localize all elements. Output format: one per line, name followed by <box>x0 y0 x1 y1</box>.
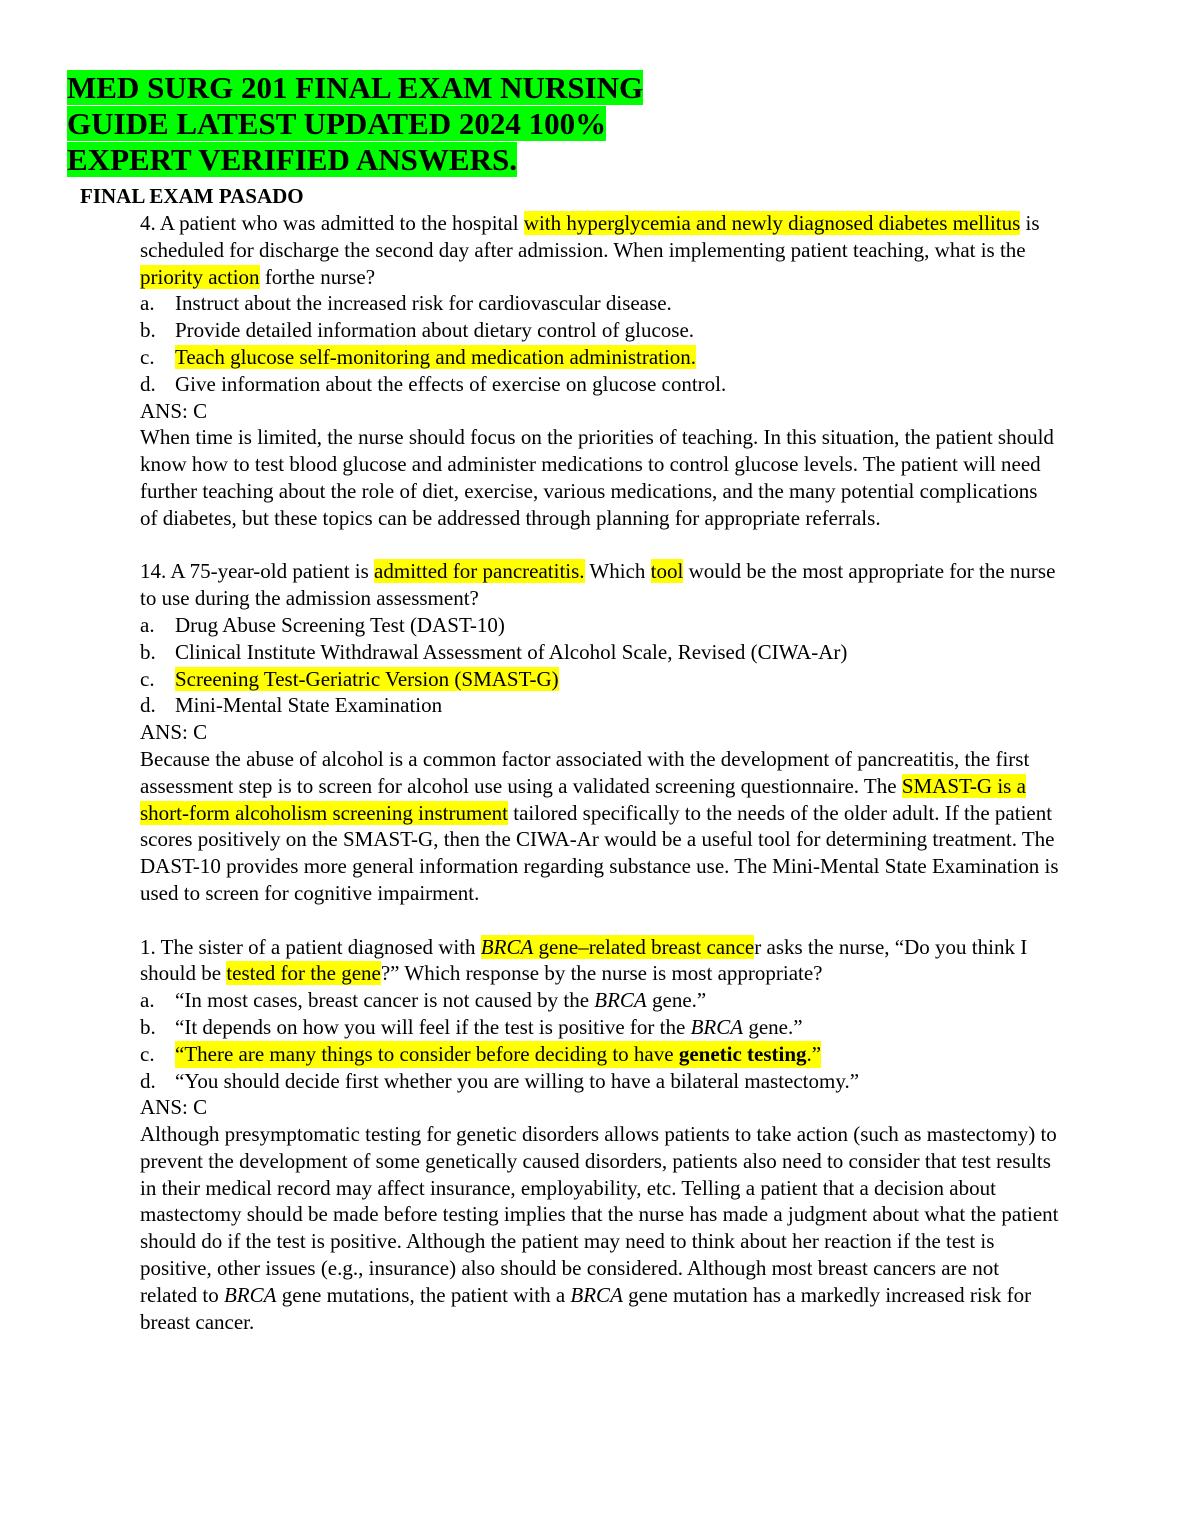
question-14-rationale: Because the abuse of alcohol is a common factor associated with the development of pancreatitis, the first assessment step is to screen for alcohol use using a validated screening questionnaire. The SMAST-G is a short-form alcoholism screening instrument tailored specifically to the needs of the older adult. If the patient scores positively on the SMAST-G, then the CIWA-Ar would be a useful tool for determining treatment. The DAST-10 provides more general information regarding substance use. The Mini-Mental State Examination is used to screen for cognitive impairment. <box>140 746 1059 905</box>
question-1-option-a: a. “In most cases, breast cancer is not caused by the BRCA gene.” <box>140 988 707 1013</box>
question-14-option-c: c. Screening Test-Geriatric Version (SMAST-G) <box>140 666 559 691</box>
question-4-option-b: b. Provide detailed information about dietary control of glucose. <box>140 318 695 343</box>
question-1-stem: 1. The sister of a patient diagnosed with BRCA gene–related breast cancer asks the nurse, “Do you think I should be tested for the gene?” Which response by the nurse is most appropriate? <box>140 934 1028 986</box>
question-14-option-b: b. Clinical Institute Withdrawal Assessment of Alcohol Scale, Revised (CIWA-Ar) <box>140 639 848 664</box>
question-14-option-a: a. Drug Abuse Screening Test (DAST-10) <box>140 612 505 637</box>
question-1-rationale: Although presymptomatic testing for genetic disorders allows patients to take action (such as mastectomy) to prevent the development of some genetically caused disorders, patients also need to consider that test results in their medical record may affect insurance, employability, etc. Telling a patient that a decision about mastectomy should be made before testing implies that the nurse has made a judgment about what the patient should do if the test is positive. Although the patient may need to think about her reaction if the test is positive, other issues (e.g., insurance) also should be considered. Although most breast cancers are not related to BRCA gene mutations, the patient with a BRCA gene mutation has a markedly increased risk for breast cancer. <box>140 1122 1059 1334</box>
question-4-stem: 4. A patient who was admitted to the hospital with hyperglycemia and newly diagnosed diabetes mellitus is scheduled for discharge the second day after admission. When implementing patient teaching, what is the priority action forthe nurse? <box>140 211 1040 289</box>
question-1-option-d: d. “You should decide first whether you are willing to have a bilateral mastectomy.” <box>140 1068 860 1093</box>
question-14-answer: ANS: C <box>140 720 208 745</box>
question-4-option-d: d. Give information about the effects of exercise on glucose control. <box>140 371 727 396</box>
title-line-3: EXPERT VERIFIED ANSWERS. <box>67 142 517 177</box>
question-4-rationale: When time is limited, the nurse should focus on the priorities of teaching. In this situation, the patient should know how to test blood glucose and administer medications to control glucose levels. The patient will need further teaching about the role of diet, exercise, various medications, and the many potential complications of diabetes, but these topics can be addressed through planning for appropriate referrals. <box>140 425 1054 530</box>
question-4-option-c: c. Teach glucose self-monitoring and medication administration. <box>140 344 697 369</box>
question-4-option-a: a. Instruct about the increased risk for cardiovascular disease. <box>140 291 672 316</box>
question-14-option-d: d. Mini-Mental State Examination <box>140 693 443 718</box>
questions-body <box>140 210 1060 1335</box>
title-line-2: GUIDE LATEST UPDATED 2024 100% <box>67 106 607 141</box>
question-4-answer: ANS: C <box>140 398 208 423</box>
question-1-option-c: c. “There are many things to consider before deciding to have genetic testing.” <box>140 1041 822 1066</box>
title-line-1: MED SURG 201 FINAL EXAM NURSING <box>67 70 644 105</box>
section-title: FINAL EXAM PASADO <box>80 184 304 208</box>
question-1-option-b: b. “It depends on how you will feel if the test is positive for the BRCA gene.” <box>140 1014 803 1039</box>
question-1-answer: ANS: C <box>140 1095 208 1120</box>
document-title <box>67 70 643 178</box>
question-14-stem: 14. A 75-year-old patient is admitted for pancreatitis. Which tool would be the most appropriate for the nurse to use during the admission assessment? <box>140 559 1056 611</box>
